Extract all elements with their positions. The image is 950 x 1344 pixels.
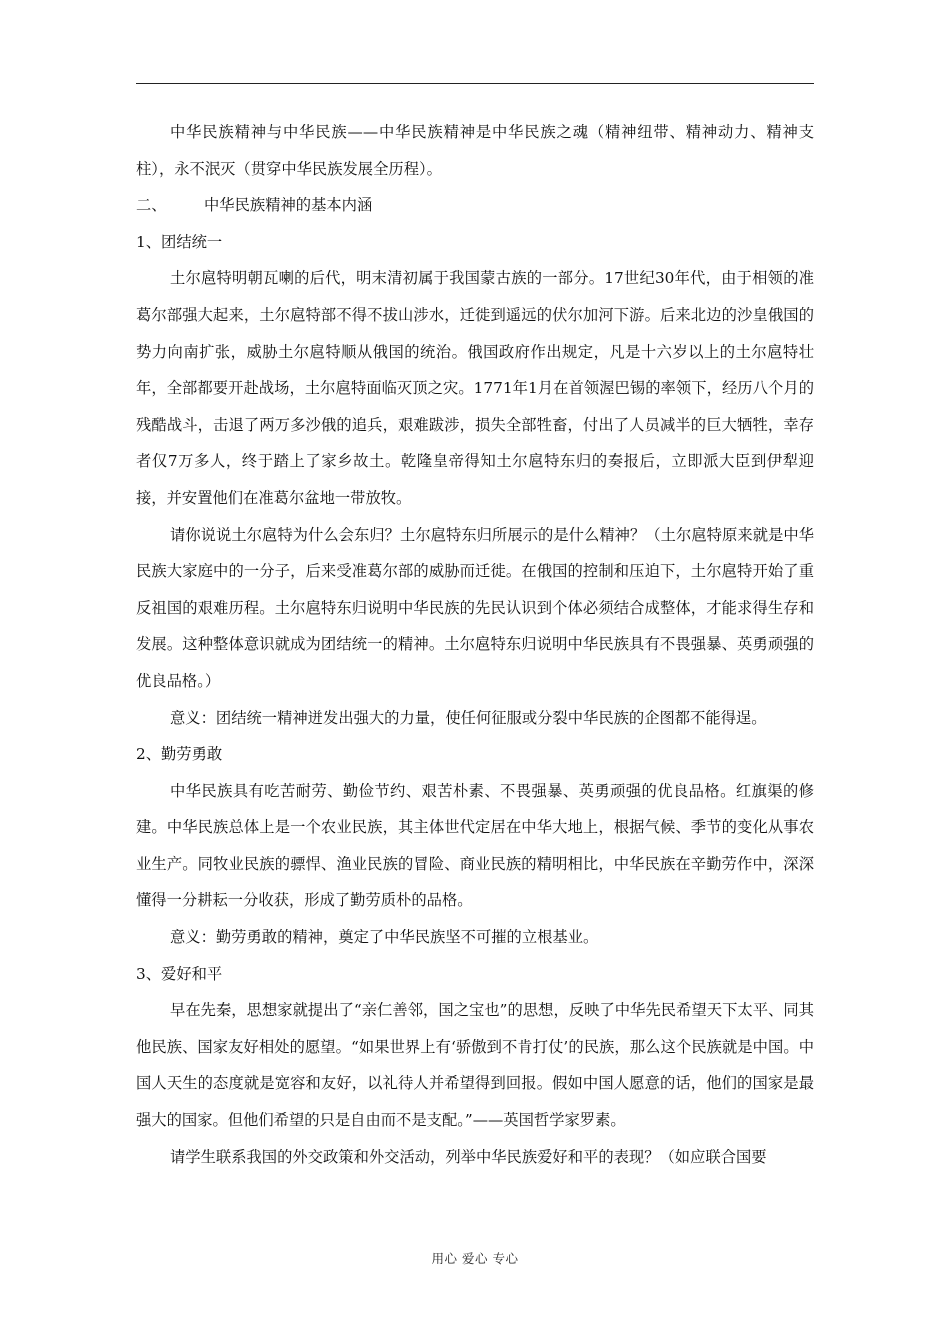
document-body [136,114,814,1175]
section-two-number: 二、 [136,196,167,215]
diligence-significance: 意义：勤劳勇敢的精神，奠定了中华民族坚不可摧的立根基业。 [170,928,599,947]
intro-paragraph: 中华民族精神与中华民族——中华民族精神是中华民族之魂（精神纽带、精神动力、精神支柱），永不泯灭（贯穿中华民族发展全历程）。 [136,123,814,178]
section-two-heading [136,187,814,224]
unity-paragraph-2: 请你说说土尔扈特为什么会东归？土尔扈特东归所展示的是什么精神？（土尔扈特原来就是中华民族大家庭中的一分子，后来受准葛尔部的威胁而迁徙。在俄国的控制和压迫下，土尔扈特开始了重反祖国的艰难历程。土尔扈特东归说明中华民族的先民认识到个体必须结合成整体，才能求得生存和发展。这种整体意识就成为团结统一的精神。土尔扈特东归说明中华民族具有不畏强暴、英勇顽强的优良品格。） [136,525,814,690]
peace-paragraph-2: 请学生联系我国的外交政策和外交活动，列举中华民族爱好和平的表现？（如应联合国要 [170,1147,767,1166]
section-two-title: 中华民族精神的基本内涵 [204,196,373,215]
page-footer: 用心 爱心 专心 [431,1251,519,1266]
header-rule [136,83,814,84]
unity-heading: 1、团结统一 [136,232,223,251]
peace-heading: 3、爱好和平 [136,964,223,983]
peace-paragraph-1: 早在先秦，思想家就提出了“亲仁善邻，国之宝也”的思想，反映了中华先民希望天下太平、同其他民族、国家友好相处的愿望。“如果世界上有‘骄傲到不肯打仗’的民族，那么这个民族就是中国。中国人天生的态度就是宽容和友好，以礼待人并希望得到回报。假如中国人愿意的话，他们的国家是最强大的国家。但他们希望的只是自由而不是支配。”——英国哲学家罗素。 [136,1001,814,1130]
diligence-heading: 2、勤劳勇敢 [136,745,223,764]
diligence-paragraph-1: 中华民族具有吃苦耐劳、勤俭节约、艰苦朴素、不畏强暴、英勇顽强的优良品格。红旗渠的修建。中华民族总体上是一个农业民族，其主体世代定居在中华大地上，根据气候、季节的变化从事农业生产。同牧业民族的骠悍、渔业民族的冒险、商业民族的精明相比，中华民族在辛勤劳作中，深深懂得一分耕耘一分收获，形成了勤劳质朴的品格。 [136,781,814,910]
unity-significance: 意义：团结统一精神迸发出强大的力量，使任何征服或分裂中华民族的企图都不能得逞。 [170,708,767,727]
unity-paragraph-1: 土尔扈特明朝瓦喇的后代，明末清初属于我国蒙古族的一部分。17世纪30年代，由于相领的准葛尔部强大起来，土尔扈特部不得不拔山涉水，迁徙到遥远的伏尔加河下游。后来北边的沙皇俄国的势力向南扩张，威胁土尔扈特顺从俄国的统治。俄国政府作出规定，凡是十六岁以上的土尔扈特壮年，全部都要开赴战场，土尔扈特面临灭顶之灾。1771年1月在首领渥巴锡的率领下，经历八个月的残酷战斗，击退了两万多沙俄的追兵，艰难跋涉，损失全部牲畜，付出了人员减半的巨大牺牲，幸存者仅7万多人，终于踏上了家乡故土。乾隆皇帝得知土尔扈特东归的奏报后，立即派大臣到伊犁迎接，并安置他们在准葛尔盆地一带放牧。 [136,269,814,507]
